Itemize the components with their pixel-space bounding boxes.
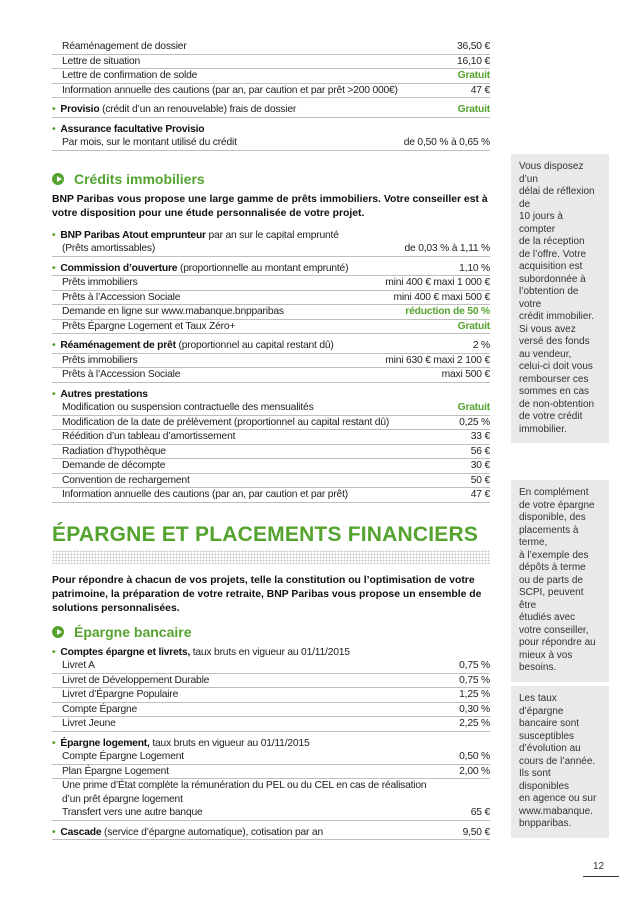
reamenagement-row: Prêts à l’Accession Sociale maxi 500 €: [52, 368, 490, 383]
credits-intro: BNP Paribas vous propose une large gamme de prêts immobiliers. Votre conseiller est à votre disposition pour une étude personnalisée de votre projet.: [52, 193, 488, 219]
epargne-heading: Épargne bancaire: [52, 624, 490, 640]
logement-row: Plan Épargne Logement 2,00 %: [52, 765, 490, 780]
bullet-icon: •: [52, 104, 56, 115]
atout-heading: • BNP Paribas Atout emprunteur par an sur le capital emprunté: [52, 229, 339, 241]
play-icon: [52, 173, 64, 185]
cascade-row: • Cascade (service d’épargne automatique), cotisation par an 9,50 €: [52, 826, 490, 841]
play-icon: [52, 626, 64, 638]
bullet-icon: •: [52, 737, 56, 749]
bullet-icon: •: [52, 646, 56, 658]
comptes-heading: • Comptes épargne et livrets, taux bruts en vigueur au 01/11/2015: [52, 646, 350, 658]
commission-row: Prêts à l’Accession Sociale mini 400 € maxi 500 €: [52, 291, 490, 306]
page-number: 12: [593, 861, 605, 872]
comptes-row: Livret d’Épargne Populaire 1,25 %: [52, 688, 490, 703]
bullet-icon: •: [52, 340, 56, 351]
reamenagement-row: Prêts immobiliers mini 630 € maxi 2 100 €: [52, 354, 490, 369]
epargne-intro: Pour répondre à chacun de vos projets, telle la constitution ou l’optimisation de votre patrimoine, la préparation de votre retraite, BNP Paribas vous propose un ensemble de solutions personnalisées.: [52, 574, 482, 614]
bullet-icon: •: [52, 123, 56, 135]
logement-row: Compte Épargne Logement 0,50 %: [52, 750, 490, 765]
logement-note: d’un prêt épargne logement: [62, 793, 183, 805]
transfert-row: Transfert vers une autre banque 65 €: [52, 806, 490, 821]
autres-row: Convention de rechargement 50 €: [52, 474, 490, 489]
commission-row: Demande en ligne sur www.mabanque.bnpparibas réduction de 50 %: [52, 305, 490, 320]
autres-row: Modification ou suspension contractuelle des mensualités Gratuit: [52, 401, 490, 416]
fee-row: Information annuelle des cautions (par an, par caution et par prêt >200 000€) 47 €: [52, 84, 490, 99]
bullet-icon: •: [52, 388, 56, 400]
comptes-row: Compte Épargne 0,30 %: [52, 703, 490, 718]
autres-row: Information annuelle des cautions (par an, par caution et par prêt) 47 €: [52, 488, 490, 503]
logement-heading: • Épargne logement, taux bruts en vigueur au 01/11/2015: [52, 737, 310, 749]
autres-row: Radiation d’hypothèque 56 €: [52, 445, 490, 460]
autres-row: Réédition d’un tableau d’amortissement 33 €: [52, 430, 490, 445]
comptes-row: Livret A 0,75 %: [52, 659, 490, 674]
bullet-icon: •: [52, 229, 56, 241]
comptes-row: Livret de Développement Durable 0,75 %: [52, 674, 490, 689]
autres-heading: • Autres prestations: [52, 388, 148, 400]
sidebar-note-placements: En complément de votre épargne disponible, des placements à terme, à l’exemple des dépôts à terme ou de parts de SCPI, peuvent être étudiés avec votre conseiller, pour répondre au mieux à vos besoins.: [511, 480, 609, 682]
assurance-heading: • Assurance facultative Provisio: [52, 123, 205, 135]
fee-row: Lettre de confirmation de solde Gratuit: [52, 69, 490, 84]
assurance-row: Par mois, sur le montant utilisé du crédit de 0,50 % à 0,65 %: [52, 136, 490, 151]
autres-row: Modification de la date de prélèvement (proportionnel au capital restant dû) 0,25 %: [52, 416, 490, 431]
autres-row: Demande de décompte 30 €: [52, 459, 490, 474]
fee-row: Réaménagement de dossier 36,50 €: [52, 40, 490, 55]
page-number-rule: [583, 876, 619, 877]
atout-row: (Prêts amortissables) de 0,03 % à 1,11 %: [52, 242, 490, 257]
comptes-row: Livret Jeune 2,25 %: [52, 717, 490, 732]
logement-note: Une prime d’État complète la rémunération du PEL ou du CEL en cas de réalisation: [62, 780, 427, 791]
provisio-row: • Provisio (crédit d’un an renouvelable) frais de dossier Gratuit: [52, 103, 490, 118]
epargne-section-title: ÉPARGNE ET PLACEMENTS FINANCIERS: [52, 522, 479, 546]
commission-heading: • Commission d’ouverture (proportionnelle au montant emprunté) 1,10 %: [52, 262, 490, 277]
reamenagement-heading: • Réaménagement de prêt (proportionnel au capital restant dû) 2 %: [52, 339, 490, 354]
credits-heading: Crédits immobiliers: [52, 171, 490, 187]
sidebar-note-reflexion: Vous disposez d’un délai de réflexion de 10 jours à compter de la réception de l’offre. Votre acquisition est subordonnée à l’obtention de votre crédit immobilier. Si vous avez versé des fonds au vendeur, celui-ci doit vous rembourser ces sommes en cas de non-obtention de votre crédit immobilier.: [511, 154, 609, 443]
main-content: [52, 40, 490, 840]
fees-top: [52, 40, 490, 98]
bullet-icon: •: [52, 826, 56, 838]
dotted-divider: [52, 550, 490, 564]
fee-row: Lettre de situation 16,10 €: [52, 55, 490, 70]
bullet-icon: •: [52, 262, 56, 274]
commission-row: Prêts immobiliers mini 400 € maxi 1 000 €: [52, 276, 490, 291]
commission-row: Prêts Épargne Logement et Taux Zéro+ Gratuit: [52, 320, 490, 335]
sidebar-note-taux: Les taux d’épargne bancaire sont susceptibles d’évolution au cours de l’année. Ils sont disponibles en agence ou sur www.mabanque. bnpparibas.: [511, 686, 609, 838]
